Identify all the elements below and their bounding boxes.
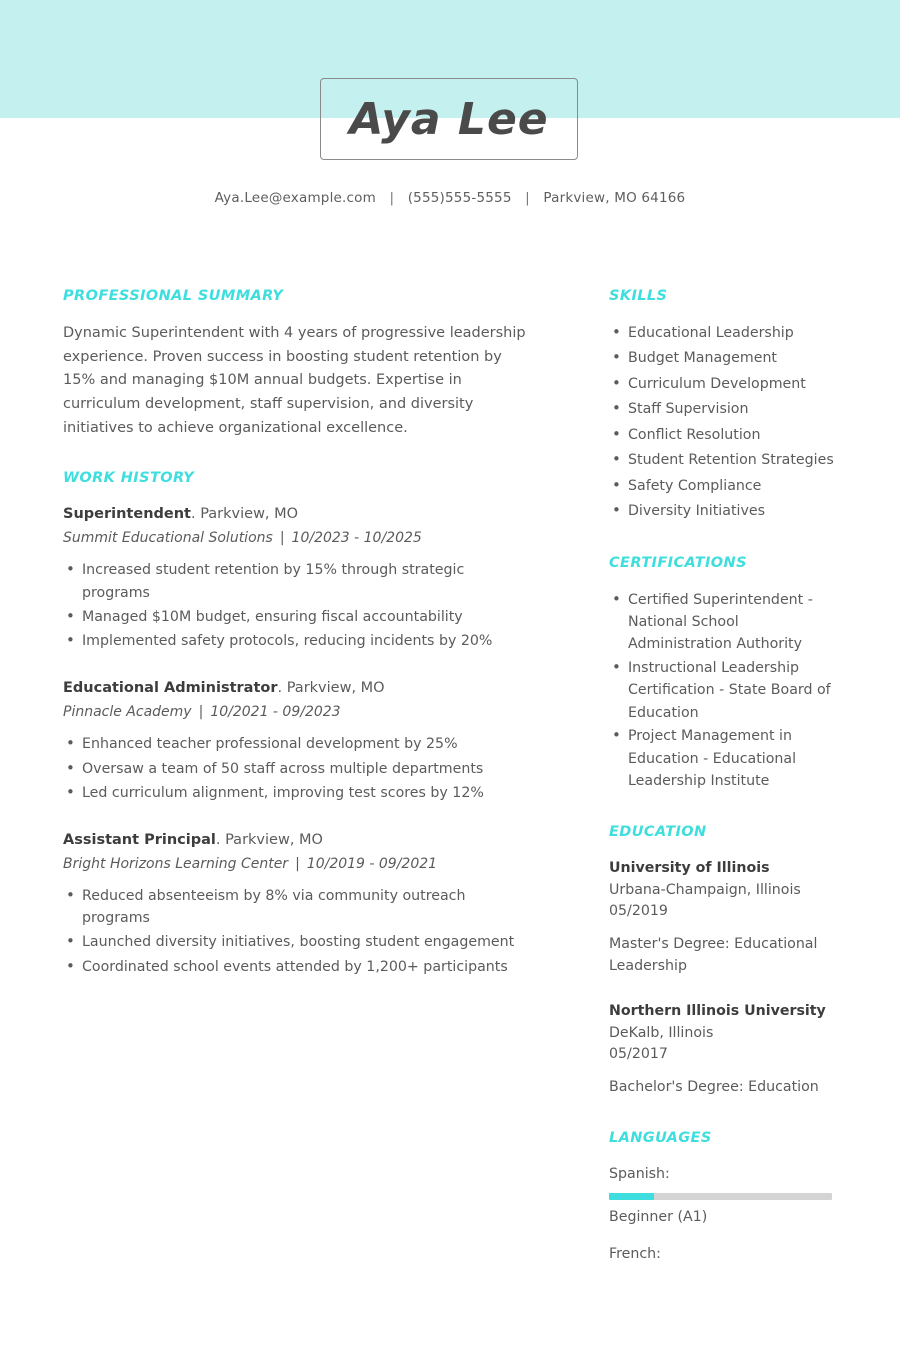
left-column [63, 288, 533, 1008]
language-entry [609, 1244, 837, 1265]
job-location: . Parkview, MO [215, 831, 323, 848]
job-bullet-list [63, 885, 533, 978]
language-level: Beginner (A1) [609, 1208, 708, 1225]
job-bullet: • Led curriculum alignment, improving test scores by 12% [63, 782, 533, 804]
language-proficiency-fill [609, 1193, 654, 1200]
job-title: Superintendent [63, 506, 191, 523]
work-history-entry [63, 678, 533, 804]
contact-separator-2: | [525, 190, 530, 206]
section-education [609, 824, 837, 1098]
job-dates: 10/2019 - 09/2021 [306, 855, 438, 872]
right-column [609, 288, 837, 1297]
job-bullet: • Reduced absenteeism by 8% via community outreach programs [63, 885, 533, 929]
job-bullet-list [63, 733, 533, 803]
job-bullet: • Launched diversity initiatives, boosting student engagement [63, 931, 533, 953]
contact-line [0, 190, 900, 206]
job-bullet: • Managed $10M budget, ensuring fiscal accountability [63, 606, 533, 628]
job-location: . Parkview, MO [277, 680, 385, 697]
section-certifications [609, 555, 837, 793]
education-entry [609, 1001, 837, 1098]
language-name: French: [609, 1245, 661, 1262]
job-bullet: • Implemented safety protocols, reducing incidents by 20% [63, 630, 533, 652]
job-meta-line [63, 854, 533, 874]
job-meta-separator: | [295, 855, 300, 872]
language-proficiency-bar [609, 1193, 832, 1200]
skill-item: • Student Retention Strategies [609, 449, 837, 471]
candidate-name: Aya Lee [349, 93, 549, 145]
contact-separator-1: | [389, 190, 395, 206]
education-place: Urbana-Champaign, Illinois [609, 881, 801, 898]
job-meta-separator: | [198, 704, 204, 721]
section-languages [609, 1130, 837, 1265]
education-degree: Bachelor's Degree: Education [609, 1079, 819, 1096]
education-school: Northern Illinois University [609, 1003, 826, 1020]
job-company: Summit Educational Solutions [63, 530, 273, 547]
skill-item: • Diversity Initiatives [609, 500, 837, 522]
education-date: 05/2019 [609, 903, 668, 920]
job-meta-separator: | [279, 530, 285, 547]
contact-location: Parkview, MO 64166 [543, 190, 686, 206]
job-company: Pinnacle Academy [63, 704, 192, 721]
certification-item: • Project Management in Education - Educational Leadership Institute [609, 725, 837, 792]
section-heading-skills: SKILLS [609, 288, 668, 304]
section-skills [609, 288, 837, 523]
name-box [320, 78, 578, 160]
job-company: Bright Horizons Learning Center [63, 855, 289, 872]
education-school: University of Illinois [609, 860, 770, 877]
job-dates: 10/2023 - 10/2025 [291, 530, 422, 547]
job-title-line [63, 504, 533, 525]
skill-item: • Safety Compliance [609, 475, 837, 497]
education-degree: Master's Degree: Educational Leadership [609, 936, 818, 975]
job-bullet: • Enhanced teacher professional development by 25% [63, 733, 533, 755]
skills-list [609, 322, 837, 523]
professional-summary-text: Dynamic Superintendent with 4 years of progressive leadership experience. Proven success in boosting student retention by 15% and managing $10M annual budgets. Expertise in curriculum development, staff supervision, and diversity initiatives to achieve organizational excellence. [63, 325, 526, 436]
job-meta-line [63, 702, 533, 722]
certifications-list [609, 589, 837, 793]
contact-email: Aya.Lee@example.com [214, 190, 376, 206]
section-heading-certifications: CERTIFICATIONS [609, 554, 747, 571]
skill-item: • Staff Supervision [609, 398, 837, 420]
job-title: Assistant Principal [63, 831, 216, 848]
language-entry [609, 1164, 837, 1228]
work-history-entry [63, 504, 533, 652]
job-title: Educational Administrator [63, 680, 278, 697]
certification-item: • Instructional Leadership Certification - State Board of Education [609, 657, 837, 724]
job-title-line [63, 678, 533, 699]
job-meta-line [63, 528, 533, 548]
skill-item: • Educational Leadership [609, 322, 837, 344]
education-entry [609, 858, 837, 977]
job-bullet: • Coordinated school events attended by 1,200+ participants [63, 956, 533, 978]
job-title-line [63, 830, 533, 851]
language-name: Spanish: [609, 1166, 670, 1183]
education-place: DeKalb, Illinois [609, 1024, 714, 1041]
section-heading-professional-summary: PROFESSIONAL SUMMARY [63, 288, 284, 304]
section-work-history [63, 470, 533, 978]
job-location: . Parkview, MO [190, 506, 299, 523]
section-heading-work-history: WORK HISTORY [63, 470, 195, 487]
skill-item: • Budget Management [609, 347, 837, 369]
job-dates: 10/2021 - 09/2023 [210, 704, 341, 721]
skill-item: • Curriculum Development [609, 373, 837, 395]
skill-item: • Conflict Resolution [609, 424, 837, 446]
job-bullet: • Oversaw a team of 50 staff across multiple departments [63, 758, 533, 780]
certification-item: • Certified Superintendent - National School Administration Authority [609, 589, 837, 656]
section-professional-summary [63, 288, 533, 440]
contact-phone: (555)555-5555 [407, 190, 512, 206]
section-heading-languages: LANGUAGES [609, 1130, 712, 1147]
section-heading-education: EDUCATION [609, 824, 707, 841]
work-history-entry [63, 830, 533, 978]
job-bullet-list [63, 559, 533, 652]
job-bullet: • Increased student retention by 15% through strategic programs [63, 559, 533, 603]
education-date: 05/2017 [609, 1045, 668, 1062]
